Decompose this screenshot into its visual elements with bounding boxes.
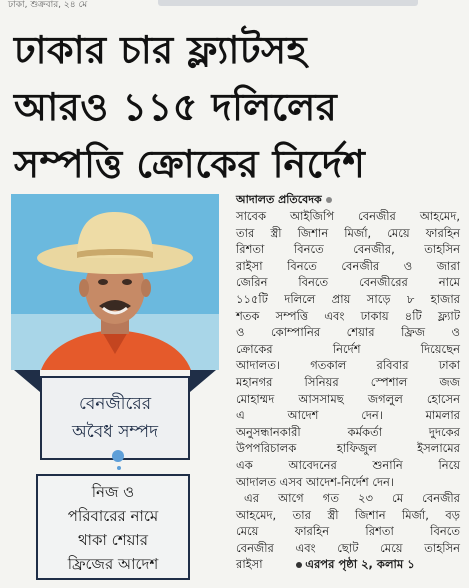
note-line-2: পরিবারের নামে bbox=[67, 507, 159, 525]
body-line: রিশতা বিনতে বেনজীর, তাহসিন bbox=[236, 242, 460, 257]
article-body bbox=[236, 208, 460, 573]
body-line: অনুসন্ধানকারী কর্মকর্তা দুদকের bbox=[236, 424, 460, 439]
body-line: উপপরিচালক হাফিজুল ইসলামের bbox=[236, 441, 460, 456]
small-dot-icon bbox=[117, 466, 121, 470]
page-top-strip bbox=[0, 0, 469, 14]
body-line: শতক সম্পত্তি এবং ঢাকায় ৪টি ফ্ল্যাট bbox=[236, 308, 460, 323]
body-line: ক্রোকের নির্দেশ দিয়েছেন bbox=[236, 341, 460, 356]
body-last-line bbox=[236, 556, 460, 573]
note-box bbox=[36, 474, 190, 580]
headline bbox=[14, 22, 464, 193]
note-line-1: নিজ ও bbox=[91, 483, 135, 501]
callout-title bbox=[42, 390, 188, 446]
byline-text: আদালত প্রতিবেদক bbox=[236, 193, 322, 206]
byline bbox=[236, 192, 332, 208]
body-line: আদালত এসব আদেশ-নির্দেশ দেন। bbox=[236, 474, 395, 489]
body-line: এক আবেদনের শুনানি নিয়ে bbox=[236, 457, 460, 472]
callout-title-line-1: বেনজীরের bbox=[78, 394, 152, 414]
body-line: মেয়ে ফারহিন রিশতা বিনতে bbox=[236, 524, 460, 539]
body-line: তার স্ত্রী জিশান মির্জা, মেয়ে ফারহিন bbox=[236, 225, 460, 240]
dateline: ঢাকা, শুক্রবার, ২৪ মে bbox=[8, 0, 88, 10]
callout-box bbox=[40, 376, 190, 460]
portrait-photo bbox=[11, 194, 219, 370]
callout-title-line-2: অবৈধ সম্পদ bbox=[71, 422, 159, 442]
body-line: ১১৫টি দলিলে প্রায় সাড়ে ৮ হাজার bbox=[236, 291, 460, 306]
article-column bbox=[236, 192, 460, 588]
sidebar-callout bbox=[0, 370, 225, 588]
body-line: এ আদেশ দেন। মামলার bbox=[236, 408, 460, 423]
headline-line-1: ঢাকার চার ফ্ল্যাটসহ bbox=[14, 28, 308, 72]
body-line: রাইসা বিনতে বেনজীর ও জারা bbox=[236, 258, 460, 273]
portrait-illustration bbox=[11, 194, 219, 370]
body-line: মোহাম্মদ আসসামছ জগলুল হোসেন bbox=[236, 391, 460, 406]
continuation-bullet-icon bbox=[296, 562, 302, 568]
blue-dot-icon bbox=[112, 450, 124, 462]
headline-line-3: সম্পত্তি ক্রোকের নির্দেশ bbox=[14, 142, 366, 186]
continuation-note: এরপর পৃষ্ঠা ২, কলাম ১ bbox=[305, 557, 415, 572]
note-line-3: থাকা শেয়ার bbox=[77, 531, 149, 549]
body-line: আদালত। গতকাল রবিবার ঢাকা bbox=[236, 358, 460, 373]
note-line-4: ফ্রিজের আদেশ bbox=[67, 555, 159, 573]
body-line: মহানগর সিনিয়র স্পেশাল জজ bbox=[236, 374, 460, 389]
body-line: আহমেদ, তার স্ত্রী জিশান মির্জা, বড় bbox=[236, 507, 460, 522]
body-line: সাবেক আইজিপি বেনজীর আহমেদ, bbox=[236, 209, 460, 223]
body-line: জেরিন বিনতে বেনজীরের নামে bbox=[236, 275, 460, 290]
note-text bbox=[38, 480, 188, 576]
body-line: বেনজীর এবং ছোট মেয়ে তাহসিন bbox=[236, 540, 460, 555]
round-bullet-icon bbox=[326, 197, 332, 203]
body-line: ও কোম্পানির শেয়ার ফ্রিজ ও bbox=[236, 325, 460, 340]
header-bar bbox=[158, 0, 418, 6]
last-line-start: রাইসা bbox=[236, 557, 263, 572]
body-line: এর আগে গত ২৩ মে বেনজীর bbox=[244, 491, 460, 506]
headline-line-2: আরও ১১৫ দলিলের bbox=[14, 85, 338, 129]
